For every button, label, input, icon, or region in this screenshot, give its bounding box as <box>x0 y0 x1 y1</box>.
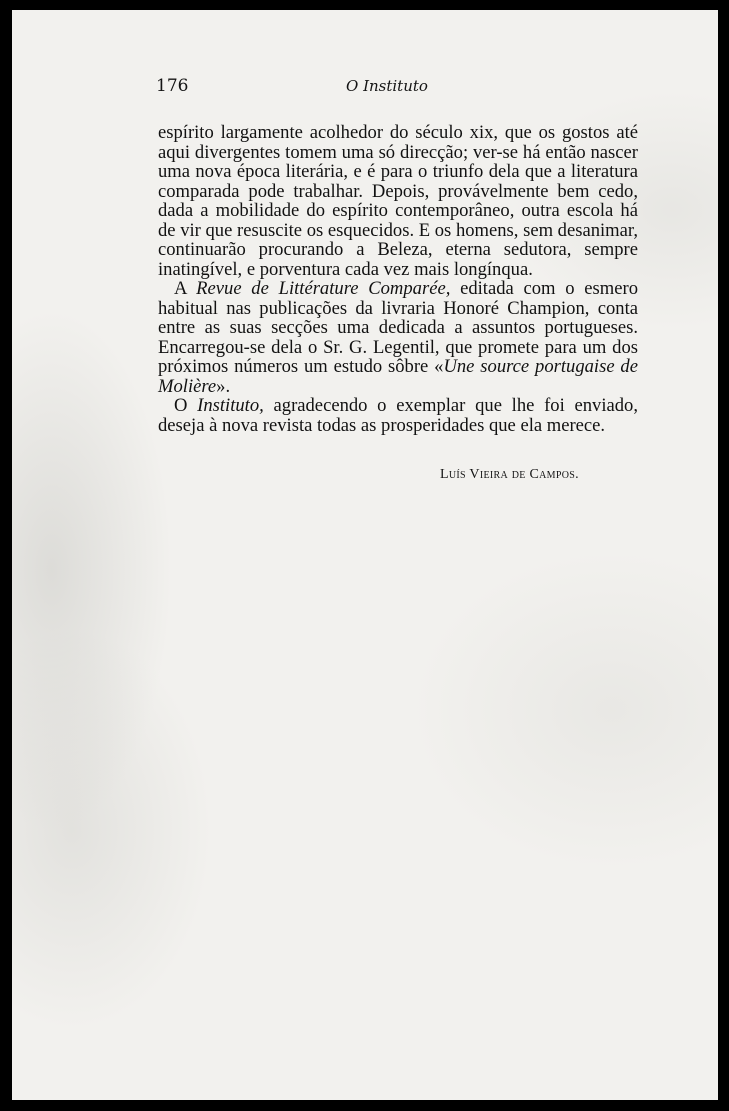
journal-title: Revue de Littérature Comparée, <box>196 278 451 299</box>
page-header <box>156 76 636 100</box>
paragraph-3-text: O <box>174 395 198 416</box>
paragraph-2-text: editada com o esmero habitual nas publicações da livraria Honoré Champion, conta entre as suas secções uma dedicada a assuntos portugueses. Encarregou-se dela o Sr. G. Legentil, que promete para um dos próximos números um estudo sôbre « <box>158 278 638 377</box>
paragraph-3-text: agradecendo o exemplar que lhe foi enviado, deseja à nova revista todas as prosperidades que ela merece. <box>158 395 638 436</box>
author-signature: Luís Vieira de Campos. <box>440 467 579 482</box>
article-body <box>158 123 638 435</box>
document-page <box>12 10 718 1100</box>
paragraph-1: espírito largamente acolhedor do século xix, que os gostos até aqui divergentes tomem uma só direcção; ver-se há então nascer uma nova época literária, e é para o triunfo dela que a literatura comparada pode trabalhar. Depois, provávelmente bem cedo, dada a mobilidade do espírito contemporâneo, outra escola há de vir que resuscite os esquecidos. E os homens, sem desanimar, continuarão procurando a Beleza, eterna sedutora, sempre inatingível, e porventura cada vez mais longínqua. <box>158 122 638 280</box>
publication-name: Instituto, <box>197 395 264 416</box>
paragraph-3 <box>158 396 638 435</box>
paragraph-2-text: ». <box>216 375 231 397</box>
paragraph-2 <box>158 279 638 396</box>
paragraph-2-text: A <box>174 278 197 299</box>
running-title: O Instituto <box>346 77 428 95</box>
page-number: 176 <box>156 76 189 96</box>
study-title: Une source portugaise de Molière <box>158 356 638 397</box>
